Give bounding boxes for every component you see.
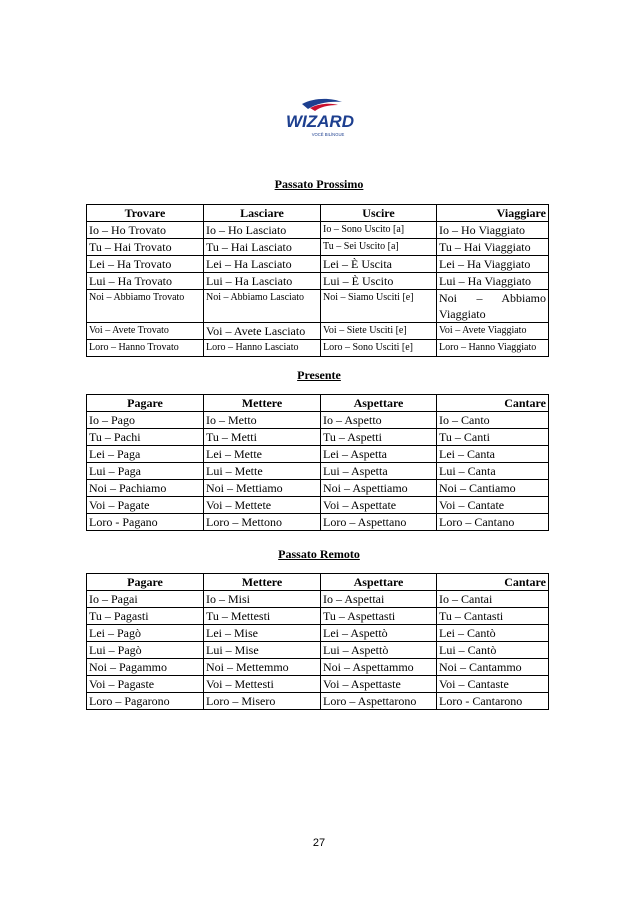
column-header: Pagare (87, 574, 204, 591)
column-header: Pagare (87, 395, 204, 412)
table-cell: Noi – Abbiamo Lasciato (204, 290, 321, 323)
table-cell: Io – Pago (87, 412, 204, 429)
table-row (87, 676, 549, 693)
table-cell: Lui – Aspetta (321, 463, 437, 480)
table-cell: Lei – Canta (437, 446, 549, 463)
table-cell: Lei – Mette (204, 446, 321, 463)
section-title-presente: Presente (297, 368, 341, 382)
table-cell: Loro – Cantano (437, 514, 549, 531)
table-row (87, 290, 549, 323)
table-cell: Loro – Misero (204, 693, 321, 710)
table-row (87, 463, 549, 480)
table-row (87, 497, 549, 514)
table-row (87, 591, 549, 608)
section-title-passato-remoto: Passato Remoto (278, 547, 360, 561)
verb-table-passato-remoto (86, 573, 549, 710)
table-row (87, 256, 549, 273)
wizard-logo-graphic (270, 92, 370, 142)
table-header-row (87, 395, 549, 412)
table-cell: Loro – Pagarono (87, 693, 204, 710)
table-cell: Tu – Mettesti (204, 608, 321, 625)
table-cell: Io – Misi (204, 591, 321, 608)
column-header: Cantare (437, 395, 549, 412)
table-row (87, 446, 549, 463)
table-cell: Io – Ho Trovato (87, 222, 204, 239)
table-cell: Io – Ho Viaggiato (437, 222, 549, 239)
column-header: Aspettare (321, 395, 437, 412)
table-cell: Io – Metto (204, 412, 321, 429)
table-cell: Loro - Cantarono (437, 693, 549, 710)
table-row (87, 323, 549, 340)
table-cell: Noi – Abbiamo Trovato (87, 290, 204, 323)
column-header: Viaggiare (437, 205, 549, 222)
table-cell: Tu – Sei Uscito [a] (321, 239, 437, 256)
table-cell: Tu – Hai Viaggiato (437, 239, 549, 256)
column-header: Mettere (204, 574, 321, 591)
table-cell: Voi – Avete Lasciato (204, 323, 321, 340)
table-cell: Loro – Aspettano (321, 514, 437, 531)
table-cell: Noi – Mettiamo (204, 480, 321, 497)
table-cell: Lei – Cantò (437, 625, 549, 642)
table-cell: Tu – Canti (437, 429, 549, 446)
column-header: Aspettare (321, 574, 437, 591)
table-cell: Io – Aspettai (321, 591, 437, 608)
table-row (87, 693, 549, 710)
table-row (87, 222, 549, 239)
column-header: Cantare (437, 574, 549, 591)
table-cell: Lui – Pagò (87, 642, 204, 659)
table-cell: Noi – Aspettammo (321, 659, 437, 676)
table-cell: Voi – Aspettate (321, 497, 437, 514)
table-cell: Noi – Abbiamo Viaggiato (437, 290, 549, 323)
table-cell: Lui – Mette (204, 463, 321, 480)
table-row (87, 239, 549, 256)
table-cell: Noi – Pagammo (87, 659, 204, 676)
table-cell: Lei – Paga (87, 446, 204, 463)
table-header-row (87, 574, 549, 591)
table-row (87, 608, 549, 625)
table-cell: Lei – È Uscita (321, 256, 437, 273)
wizard-logo (270, 92, 370, 142)
table-cell: Tu – Aspettasti (321, 608, 437, 625)
table-cell: Voi – Cantaste (437, 676, 549, 693)
column-header: Trovare (87, 205, 204, 222)
table-cell: Loro – Aspettarono (321, 693, 437, 710)
table-cell: Loro - Pagano (87, 514, 204, 531)
table-cell: Io – Aspetto (321, 412, 437, 429)
table-cell: Lui – Canta (437, 463, 549, 480)
table-cell: Noi – Cantiamo (437, 480, 549, 497)
table-cell: Loro – Hanno Trovato (87, 340, 204, 357)
table-cell: Noi – Cantammo (437, 659, 549, 676)
table-cell: Voi – Avete Trovato (87, 323, 204, 340)
logo-tagline-text: VOCÊ BILÍNGUE (311, 132, 345, 137)
table-cell: Lui – Ha Trovato (87, 273, 204, 290)
table-cell: Voi – Mettete (204, 497, 321, 514)
table-cell: Voi – Siete Usciti [e] (321, 323, 437, 340)
verb-table-passato-prossimo (86, 204, 549, 357)
table-cell: Io – Sono Uscito [a] (321, 222, 437, 239)
page-number: 27 (312, 837, 326, 849)
table-cell: Voi – Avete Viaggiato (437, 323, 549, 340)
table-cell: Tu – Pagasti (87, 608, 204, 625)
table-cell: Noi – Siamo Usciti [e] (321, 290, 437, 323)
table-cell: Loro – Sono Usciti [e] (321, 340, 437, 357)
table-cell: Io – Pagai (87, 591, 204, 608)
table-cell: Loro – Mettono (204, 514, 321, 531)
table-cell: Loro – Hanno Viaggiato (437, 340, 549, 357)
table-row (87, 514, 549, 531)
table-cell: Io – Canto (437, 412, 549, 429)
table-cell: Lui – Ha Lasciato (204, 273, 321, 290)
table-row (87, 412, 549, 429)
logo-brand-text: WIZARD (286, 112, 354, 131)
table-cell: Lei – Ha Lasciato (204, 256, 321, 273)
column-header: Lasciare (204, 205, 321, 222)
table-row (87, 273, 549, 290)
column-header: Uscire (321, 205, 437, 222)
table-cell: Voi – Pagate (87, 497, 204, 514)
table-cell: Loro – Hanno Lasciato (204, 340, 321, 357)
table-cell: Lei – Pagò (87, 625, 204, 642)
table-cell: Voi – Pagaste (87, 676, 204, 693)
table-header-row (87, 205, 549, 222)
verb-table-presente (86, 394, 549, 531)
table-cell: Noi – Aspettiamo (321, 480, 437, 497)
table-cell: Tu – Pachi (87, 429, 204, 446)
table-row (87, 625, 549, 642)
section-title-passato-prossimo: Passato Prossimo (274, 177, 364, 191)
table-cell: Lui – Cantò (437, 642, 549, 659)
table-cell: Lei – Mise (204, 625, 321, 642)
table-cell: Tu – Aspetti (321, 429, 437, 446)
table-cell: Io – Ho Lasciato (204, 222, 321, 239)
table-cell: Io – Cantai (437, 591, 549, 608)
table-cell: Tu – Metti (204, 429, 321, 446)
table-cell: Lei – Aspetta (321, 446, 437, 463)
table-cell: Lui – Paga (87, 463, 204, 480)
table-cell: Noi – Mettemmo (204, 659, 321, 676)
table-cell: Tu – Hai Lasciato (204, 239, 321, 256)
table-cell: Lei – Ha Trovato (87, 256, 204, 273)
table-cell: Lei – Ha Viaggiato (437, 256, 549, 273)
table-cell: Lei – Aspettò (321, 625, 437, 642)
column-header: Mettere (204, 395, 321, 412)
table-cell: Lui – È Uscito (321, 273, 437, 290)
table-row (87, 659, 549, 676)
table-cell: Lui – Mise (204, 642, 321, 659)
table-cell: Voi – Mettesti (204, 676, 321, 693)
table-cell: Noi – Pachiamo (87, 480, 204, 497)
table-row (87, 340, 549, 357)
table-row (87, 642, 549, 659)
table-cell: Tu – Hai Trovato (87, 239, 204, 256)
table-cell: Tu – Cantasti (437, 608, 549, 625)
table-row (87, 429, 549, 446)
table-cell: Lui – Ha Viaggiato (437, 273, 549, 290)
table-cell: Lui – Aspettò (321, 642, 437, 659)
table-row (87, 480, 549, 497)
table-cell: Voi – Aspettaste (321, 676, 437, 693)
table-cell: Voi – Cantate (437, 497, 549, 514)
